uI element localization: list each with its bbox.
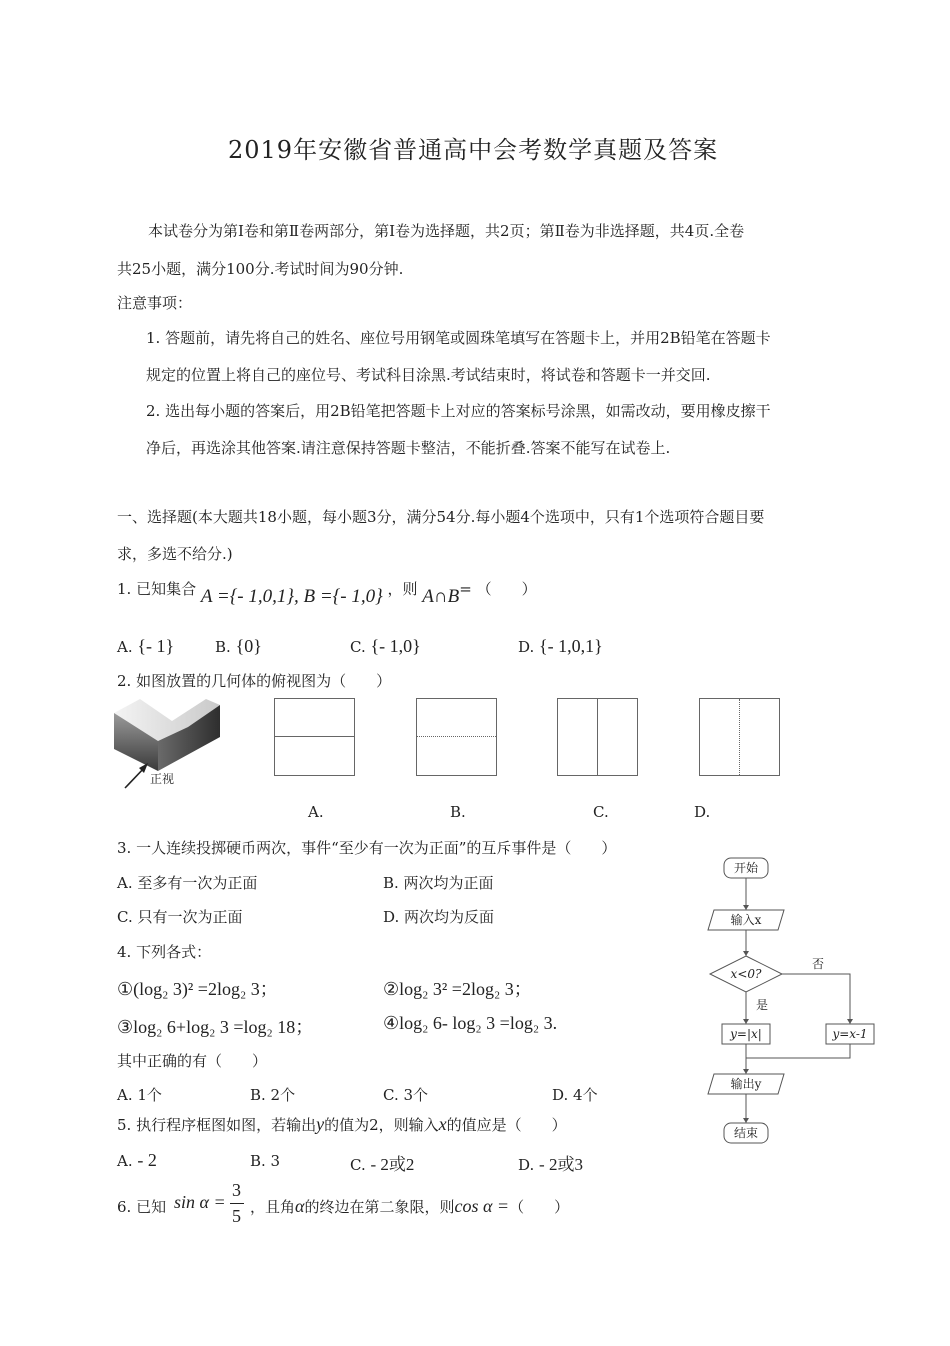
q1-mid: ，则: [387, 580, 418, 598]
option-label: D.: [518, 1156, 535, 1174]
q1-option-d: [518, 636, 603, 657]
option-label: A.: [117, 638, 133, 656]
flow-arrow-6: [743, 1118, 749, 1123]
q1-option-c-value: {- 1,0}: [370, 636, 421, 656]
q6-paren: （ ）: [509, 1198, 570, 1216]
flowchart: [700, 852, 890, 1152]
flow-no-box-text: y=x-1: [832, 1027, 868, 1041]
notice-2-line-2: 净后，再选涂其他答案.请注意保持答题卡整洁，不能折叠.答案不能写在试卷上.: [146, 439, 671, 457]
flow-yes-box-text: y=|x|: [730, 1027, 762, 1041]
view-d-divider: [739, 699, 740, 775]
option-label: B.: [215, 638, 231, 656]
flow-line-no: [782, 974, 850, 1024]
section-1-header-line-1: 一、选择题(本大题共18小题，每小题3分，满分54分.每小题4个选项中，只有1个选项符合题目要: [117, 508, 765, 526]
view-label-a: A.: [308, 803, 324, 821]
q6-prefix: 6. 已知: [117, 1198, 167, 1216]
q1-option-d-value: {- 1,0,1}: [539, 636, 603, 656]
flow-output-text: 输出y: [730, 1077, 762, 1091]
flow-line-no-out: [746, 1044, 850, 1058]
q1-option-b: [215, 636, 262, 657]
q5-option-c: [350, 1150, 414, 1175]
q6-mid2-text: 的终边在第二象限，则: [304, 1198, 455, 1216]
q1-intersection: A∩B: [422, 586, 460, 607]
q1-prefix: 1. 已知集合: [117, 580, 197, 598]
view-option-b: [416, 698, 497, 776]
flow-arrow-3: [743, 1019, 749, 1024]
q5-x: x: [438, 1114, 447, 1134]
q4-formula-1: ①(log₂ 3)² =2log₂ 3；: [117, 979, 278, 999]
notice-title: 注意事项：: [117, 294, 193, 312]
option-label: C.: [350, 1156, 366, 1174]
view-c-divider: [597, 699, 598, 775]
section-1-header-line-2: 求，多选不给分.): [117, 545, 233, 563]
flow-no-label: 否: [811, 957, 825, 971]
q6-fraction-denominator: 5: [232, 1206, 241, 1226]
q1-option-a: [117, 636, 174, 657]
q2-stem: 2. 如图放置的几何体的俯视图为（ ）: [117, 672, 392, 690]
q5-option-d: [518, 1150, 583, 1175]
view-label-b: B.: [450, 803, 466, 821]
q4-formula-4: ④log₂ 6- log₂ 3 =log₂ 3.: [383, 1013, 558, 1033]
q4-option-a: A. 1个: [117, 1086, 162, 1104]
q3-stem: 3. 一人连续投掷硬币两次，事件“至少有一次为正面”的互斥事件是（ ）: [117, 839, 617, 857]
q5-stem: [117, 1114, 567, 1135]
q6-fraction-bar: [230, 1203, 244, 1204]
intro-line-2: 共25小题，满分100分.考试时间为90分钟.: [117, 260, 404, 278]
q1-option-c: [350, 636, 421, 657]
front-view-label: 正视: [150, 772, 175, 786]
q3-option-c: C. 只有一次为正面: [117, 908, 243, 926]
flow-start-text: 开始: [733, 861, 759, 875]
q4-formula-2: ②log₂ 3² =2log₂ 3；: [383, 979, 532, 999]
view-option-c: [557, 698, 638, 776]
q5-option-c-value: - 2或2: [370, 1155, 415, 1174]
q5-option-b: B. 3: [250, 1152, 281, 1170]
view-b-divider: [417, 736, 496, 737]
q6-sin: sin α =: [174, 1192, 226, 1212]
q4-option-c: C. 3个: [383, 1086, 429, 1104]
q5-option-d-value: - 2或3: [539, 1155, 583, 1174]
q4-option-b: B. 2个: [250, 1086, 296, 1104]
q1-option-a-value: {- 1}: [137, 636, 175, 656]
q4-option-d: D. 4个: [552, 1086, 598, 1104]
q5-option-a: [117, 1150, 157, 1171]
notice-1-line-2: 规定的位置上将自己的座位号、考试科目涂黑.考试结束时，将试卷和答题卡一并交回.: [146, 366, 711, 384]
q1-paren: （ ）: [476, 580, 537, 598]
q4-stem: 4. 下列各式：: [117, 943, 212, 961]
flow-yes-label: 是: [755, 998, 769, 1012]
q3-option-d: D. 两次均为反面: [383, 908, 495, 926]
view-option-d: [699, 698, 780, 776]
q3-option-b: B. 两次均为正面: [383, 874, 494, 892]
option-label: D.: [518, 638, 535, 656]
q6-mid: [250, 1196, 569, 1217]
q5-prefix: 5. 执行程序框图如图，若输出: [117, 1116, 317, 1134]
q1-sets: A ={- 1,0,1}, B ={- 1,0}: [200, 586, 383, 607]
view-label-d: D.: [694, 803, 711, 821]
flow-arrow-4: [847, 1019, 853, 1024]
q5-mid: 的值为2，则输入: [324, 1116, 439, 1134]
q6-fraction-numerator: 3: [232, 1180, 241, 1200]
view-option-a: [274, 698, 355, 776]
q1-stem: [117, 578, 537, 607]
q4-which: 其中正确的有（ ）: [117, 1052, 268, 1070]
q6-cos: cos α =: [454, 1196, 510, 1216]
notice-2-line-1: 2. 选出每小题的答案后，用2B铅笔把答题卡上对应的答案标号涂黑，如需改动，要用橡皮擦干: [146, 402, 771, 420]
q1-option-b-value: {0}: [235, 636, 262, 656]
page-title: 2019年安徽省普通高中会考数学真题及答案: [228, 136, 719, 164]
q6-alpha: α: [295, 1196, 305, 1216]
flow-arrow-5: [743, 1069, 749, 1074]
q4-formula-3: ③log₂ 6+log₂ 3 =log₂ 18；: [117, 1017, 314, 1037]
option-label: A.: [117, 1152, 133, 1170]
flow-arrow-1: [743, 905, 749, 910]
q5-y: y: [316, 1114, 325, 1134]
view-label-c: C.: [593, 803, 609, 821]
flow-input-text: 输入x: [730, 913, 762, 927]
q5-suffix: 的值应是（ ）: [446, 1116, 567, 1134]
q3-option-a: A. 至多有一次为正面: [117, 874, 258, 892]
flow-end-text: 结束: [733, 1126, 759, 1140]
notice-1-line-1: 1. 答题前，请先将自己的姓名、座位号用钢笔或圆珠笔填写在答题卡上，并用2B铅笔在答题卡: [146, 329, 771, 347]
view-a-divider: [275, 736, 354, 737]
flow-arrow-2: [743, 951, 749, 956]
q5-option-a-value: - 2: [137, 1150, 157, 1170]
intro-line-1: 本试卷分为第Ⅰ卷和第Ⅱ卷两部分，第Ⅰ卷为选择题，共2页；第Ⅱ卷为非选择题，共4页.全卷: [148, 222, 745, 240]
option-label: C.: [350, 638, 366, 656]
q1-eq: =: [459, 580, 472, 598]
q6-mid-text: ，且角: [250, 1198, 296, 1216]
flow-cond-text: x<0?: [730, 967, 762, 981]
front-view-arrow: [122, 760, 152, 790]
